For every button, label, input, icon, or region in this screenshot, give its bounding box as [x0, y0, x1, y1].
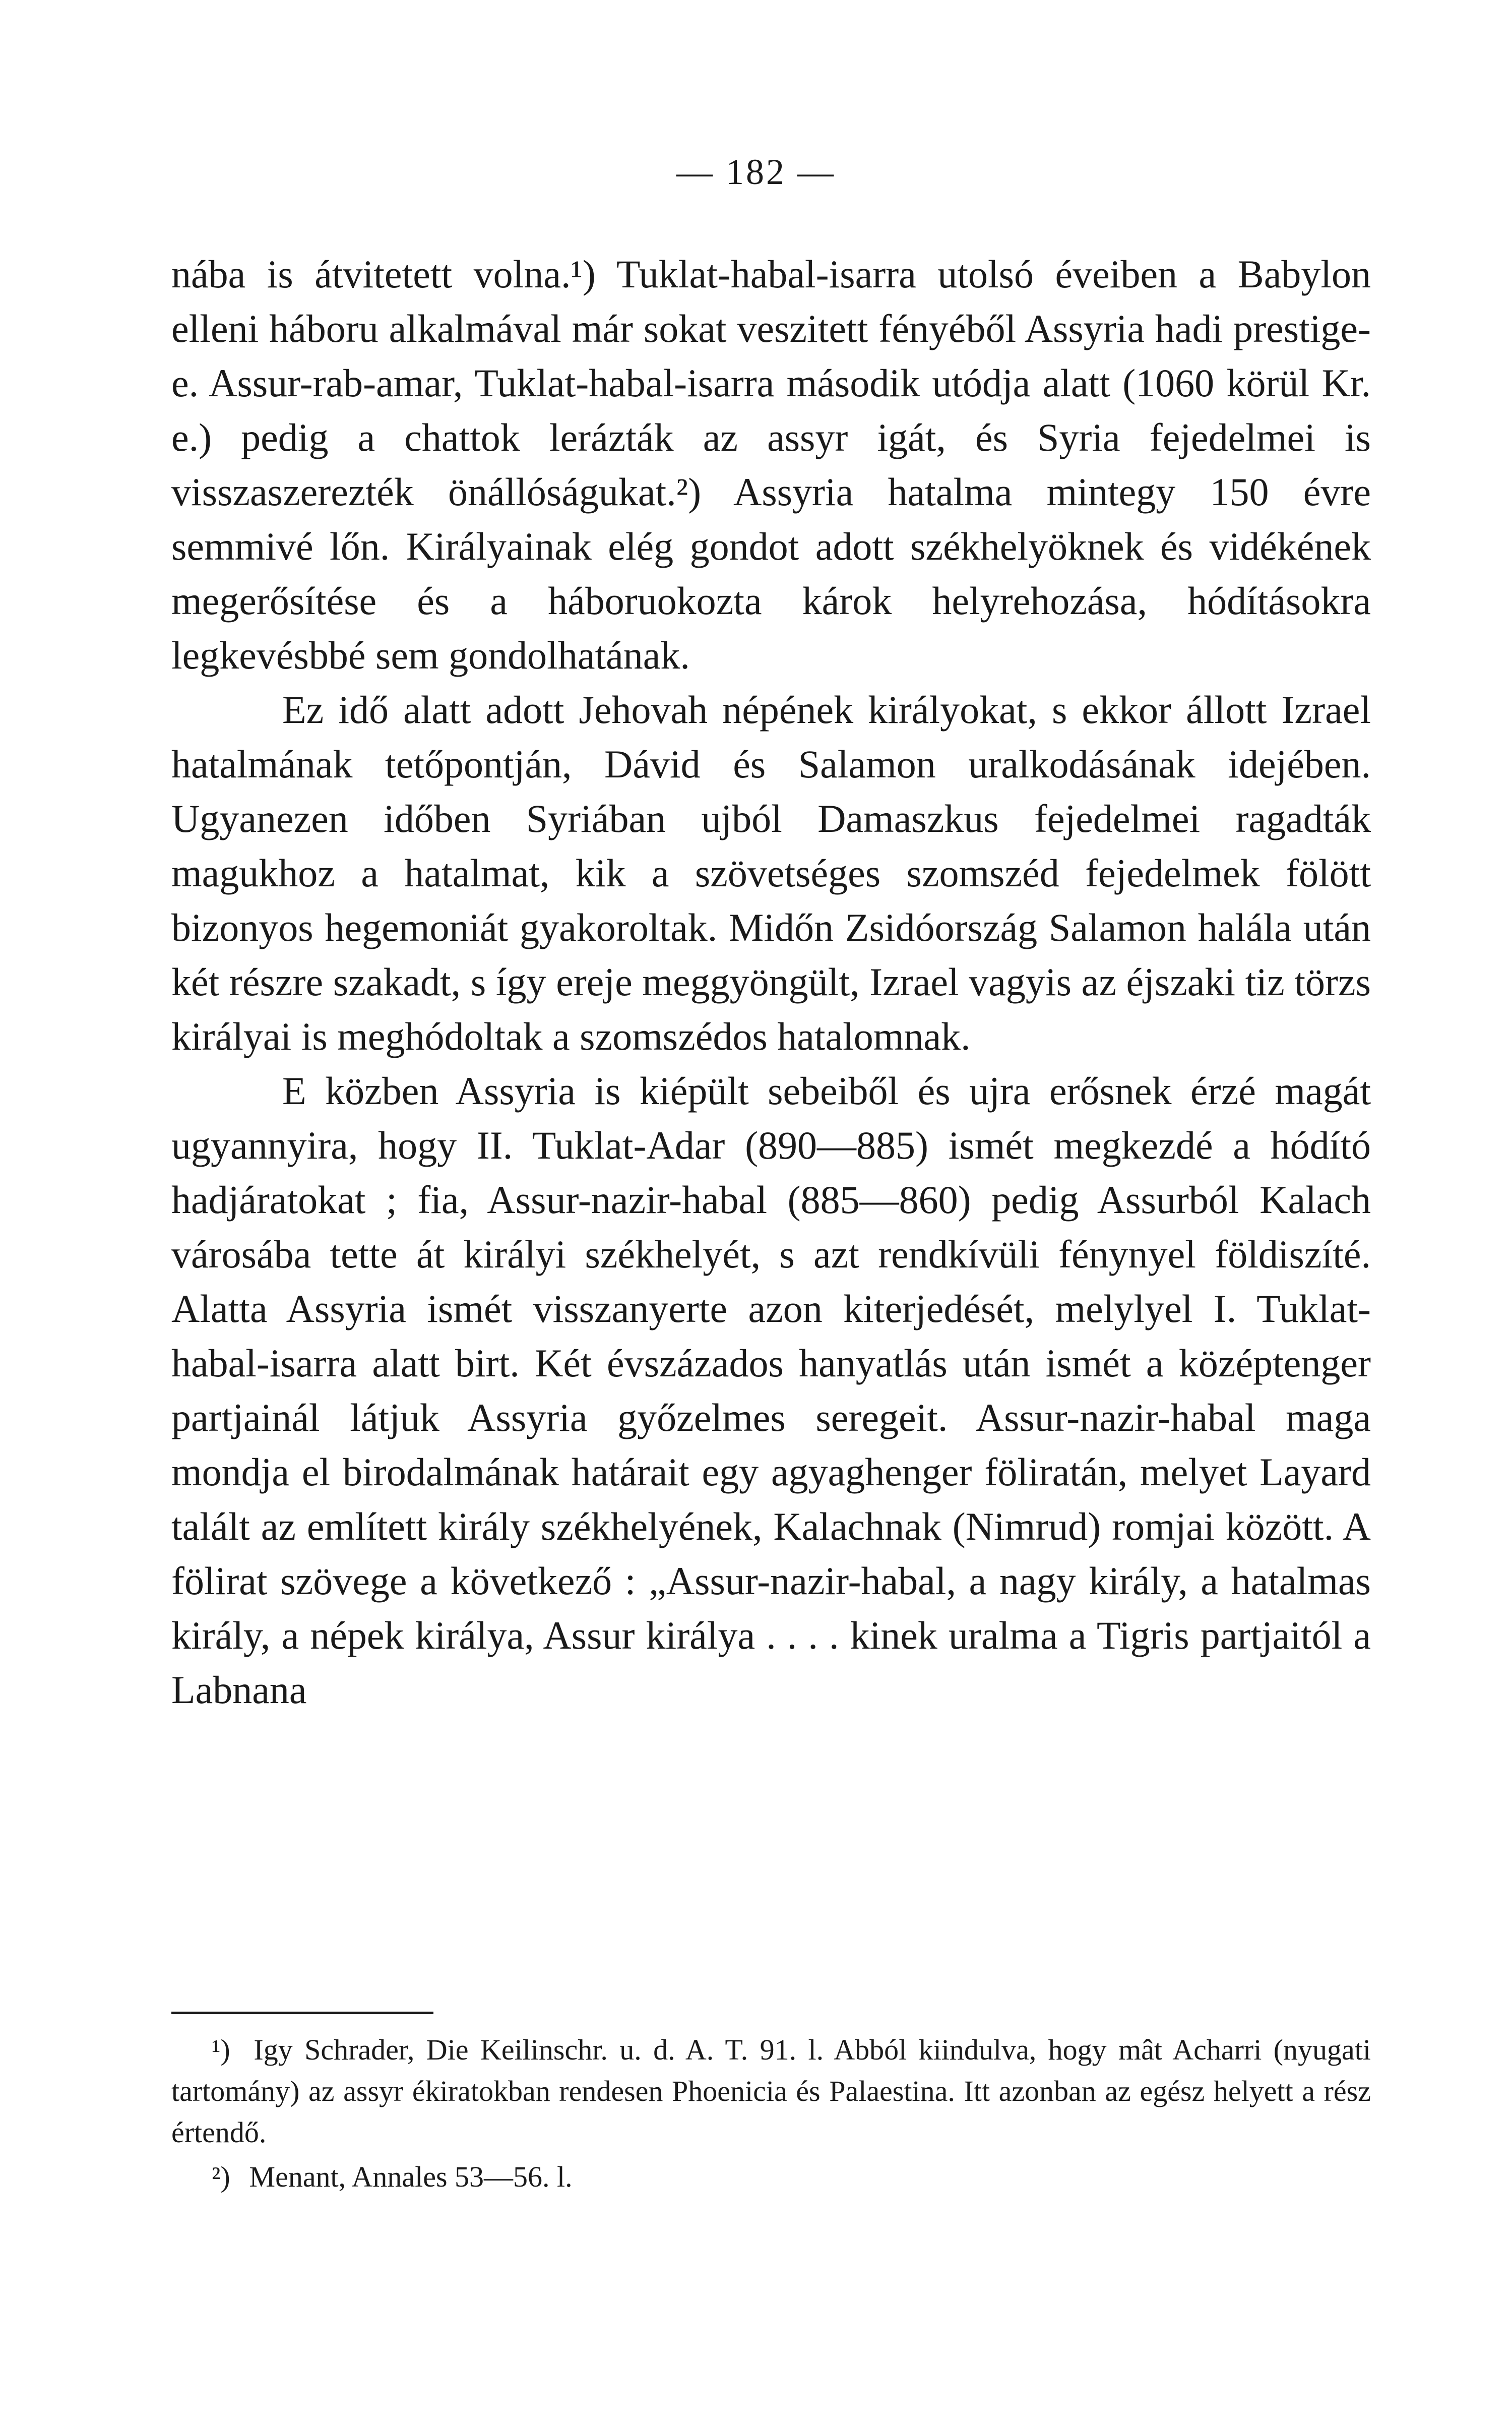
body-text: [171, 247, 1371, 1717]
page-number: — 182 —: [676, 152, 836, 192]
footnotes: [171, 2029, 1371, 2198]
footnote-2-text: Menant, Annales 53—56. l.: [249, 2160, 573, 2193]
footnote-2: [171, 2156, 1371, 2198]
footnote-1-text: Igy Schrader, Die Keilinschr. u. d. A. T. 91. l. Abból kiindulva, hogy mât Acharri (nyugati tartomány) az assyr ékiratokban rendesen Phoenicia és Palaestina. Itt azonban az egész helyett a rész értendő.: [171, 2033, 1371, 2149]
footnote-1-mark: ¹): [212, 2033, 230, 2066]
footnote-2-mark: ²): [212, 2160, 230, 2193]
paragraph-jehovah: Ez idő alatt adott Jehovah népének királyokat, s ekkor állott Izrael hatalmának tetőpontján, Dávid és Salamon uralkodásának idejében. Ugyanezen időben Syriában ujból Damaszkus fejedelmei ragadták magukhoz a hatalmat, kik a szövetséges szomszéd fejedelmek fölött bizonyos hegemoniát gyakoroltak. Midőn Zsidóország Salamon halála után két részre szakadt, s így ereje meggyöngült, Izrael vagyis az éjszaki tiz törzs királyai is meghódoltak a szomszédos hatalomnak.: [171, 688, 1371, 1058]
paragraph-continuation: nába is átvitetett volna.¹) Tuklat-habal-isarra utolsó éveiben a Babylon elleni háboru alkalmával már sokat veszitett fényéből Assyria hadi prestige-e. Assur-rab-amar, Tuklat-habal-isarra második utódja alatt (1060 körül Kr. e.) pedig a chattok lerázták az assyr igát, és Syria fejedelmei is visszaszerezték önállóságukat.²) Assyria hatalma mintegy 150 évre semmivé lőn. Királyainak elég gondot adott székhelyöknek és vidékének megerősítése és a háboruokozta károk helyrehozása, hódításokra legkevésbbé sem gondolhatának.: [171, 252, 1371, 677]
footnote-separator: [171, 2012, 433, 2014]
footnote-1: [171, 2029, 1371, 2153]
paragraph-assyria-revival: E közben Assyria is kiépült sebeiből és ujra erősnek érzé magát ugyannyira, hogy II. Tuklat-Adar (890—885) ismét megkezdé a hódító hadjáratokat ; fia, Assur-nazir-habal (885—860) pedig Assurból Kalach városába tette át királyi székhelyét, s azt rendkívüli fénynyel földiszíté. Alatta Assyria ismét visszanyerte azon kiterjedését, melylyel I. Tuklat-habal-isarra alatt birt. Két évszázados hanyatlás után ismét a középtenger partjainál látjuk Assyria győzelmes seregeit. Assur-nazir-habal maga mondja el birodalmának határait egy agyaghenger föliratán, melyet Layard talált az említett király székhelyének, Kalachnak (Nimrud) romjai között. A fölirat szövege a következő : „Assur-nazir-habal, a nagy király, a hatalmas király, a népek királya, Assur királya . . . . kinek uralma a Tigris partjaitól a Labnana: [171, 1069, 1371, 1712]
